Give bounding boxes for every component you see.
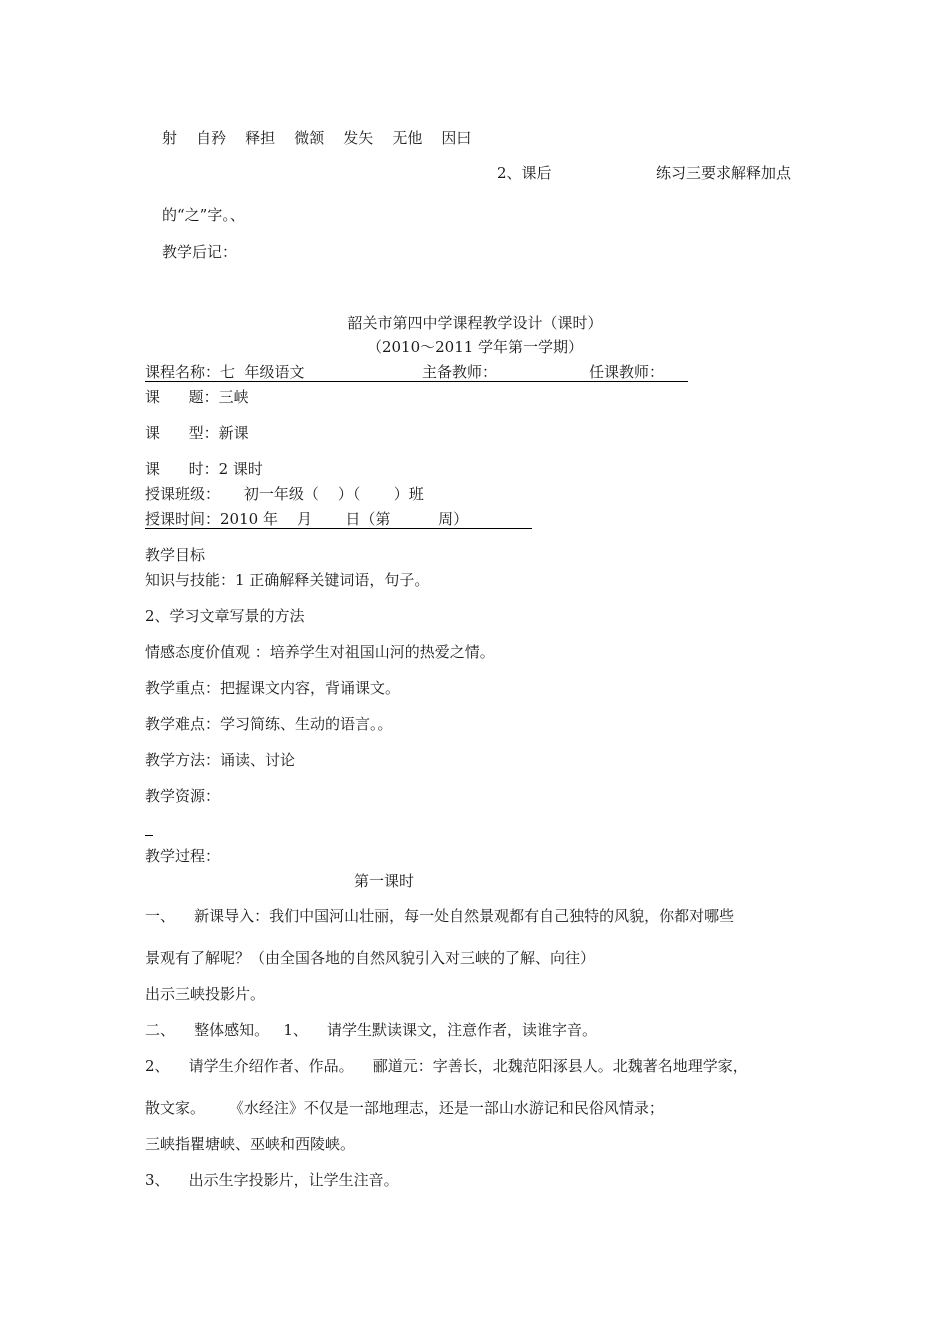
exercise-2-number: 2、课后	[497, 164, 552, 182]
process-paragraph-4b: 散文家。 《水经注》不仅是一部地理志，还是一部山水游记和民俗风情录；	[145, 1099, 664, 1117]
header-underline	[145, 381, 688, 382]
teacher-label: 任课教师：	[589, 363, 665, 381]
process-paragraph-3: 二、 整体感知。 1、 请学生默读课文，注意作者，读谁字音。	[145, 1021, 597, 1039]
difficulty-line: 教学难点：学习简练、生动的语言。。	[145, 715, 393, 733]
postscript-label: 教学后记：	[162, 243, 238, 261]
topic-line: 课 题：三峡	[145, 388, 249, 406]
process-paragraph-5: 三峡指瞿塘峡、巫峡和西陵峡。	[145, 1135, 356, 1153]
vocab-line: 射 自矜 释担 微颔 发矢 无他 因曰	[162, 129, 472, 147]
course-name: 课程名称：七 年级语文	[145, 363, 305, 381]
exercise-2-continuation: 的“之”字。、	[162, 206, 245, 224]
emotion-line: 情感态度价值观 ：培养学生对祖国山河的热爱之情。	[145, 643, 495, 661]
lead-teacher-label: 主备教师：	[422, 363, 498, 381]
hours-line: 课 时：2 课时	[145, 460, 263, 478]
method-objective-line: 2、学习文章写景的方法	[145, 607, 305, 625]
knowledge-line: 知识与技能：1 正确解释关键词语，句子。	[145, 571, 430, 589]
focus-line: 教学重点：把握课文内容，背诵课文。	[145, 679, 401, 697]
process-paragraph-1b: 景观有了解呢？（由全国各地的自然风貌引入对三峡的了解、向往）	[145, 949, 596, 967]
type-line: 课 型：新课	[145, 424, 249, 442]
time-underline	[145, 528, 532, 529]
underscore-mark	[145, 835, 153, 836]
exercise-2-text: 练习三要求解释加点	[656, 164, 792, 182]
class-line: 授课班级： 初一年级（ ）（ ）班	[145, 485, 424, 503]
resources-line: 教学资源：	[145, 787, 221, 805]
lesson-title: 第一课时	[354, 872, 415, 890]
time-line: 授课时间：2010 年 月 日（第 周）	[145, 510, 469, 528]
process-paragraph-2: 出示三峡投影片。	[145, 985, 266, 1003]
process-paragraph-6: 3、 出示生字投影片，让学生注音。	[145, 1171, 399, 1189]
document-subtitle: （2010～2011 学年第一学期）	[366, 338, 584, 356]
methods-line: 教学方法：诵读、讨论	[145, 751, 296, 769]
process-paragraph-1: 一、 新课导入：我们中国河山壮丽，每一处自然景观都有自己独特的风貌，你都对哪些	[145, 907, 735, 925]
objectives-heading: 教学目标	[145, 546, 206, 564]
process-paragraph-4: 2、 请学生介绍作者、作品。 郦道元：字善长，北魏范阳涿县人。北魏著名地理学家，	[145, 1057, 748, 1075]
document-title: 韶关市第四中学课程教学设计（课时）	[347, 314, 603, 332]
process-heading: 教学过程：	[145, 847, 221, 865]
